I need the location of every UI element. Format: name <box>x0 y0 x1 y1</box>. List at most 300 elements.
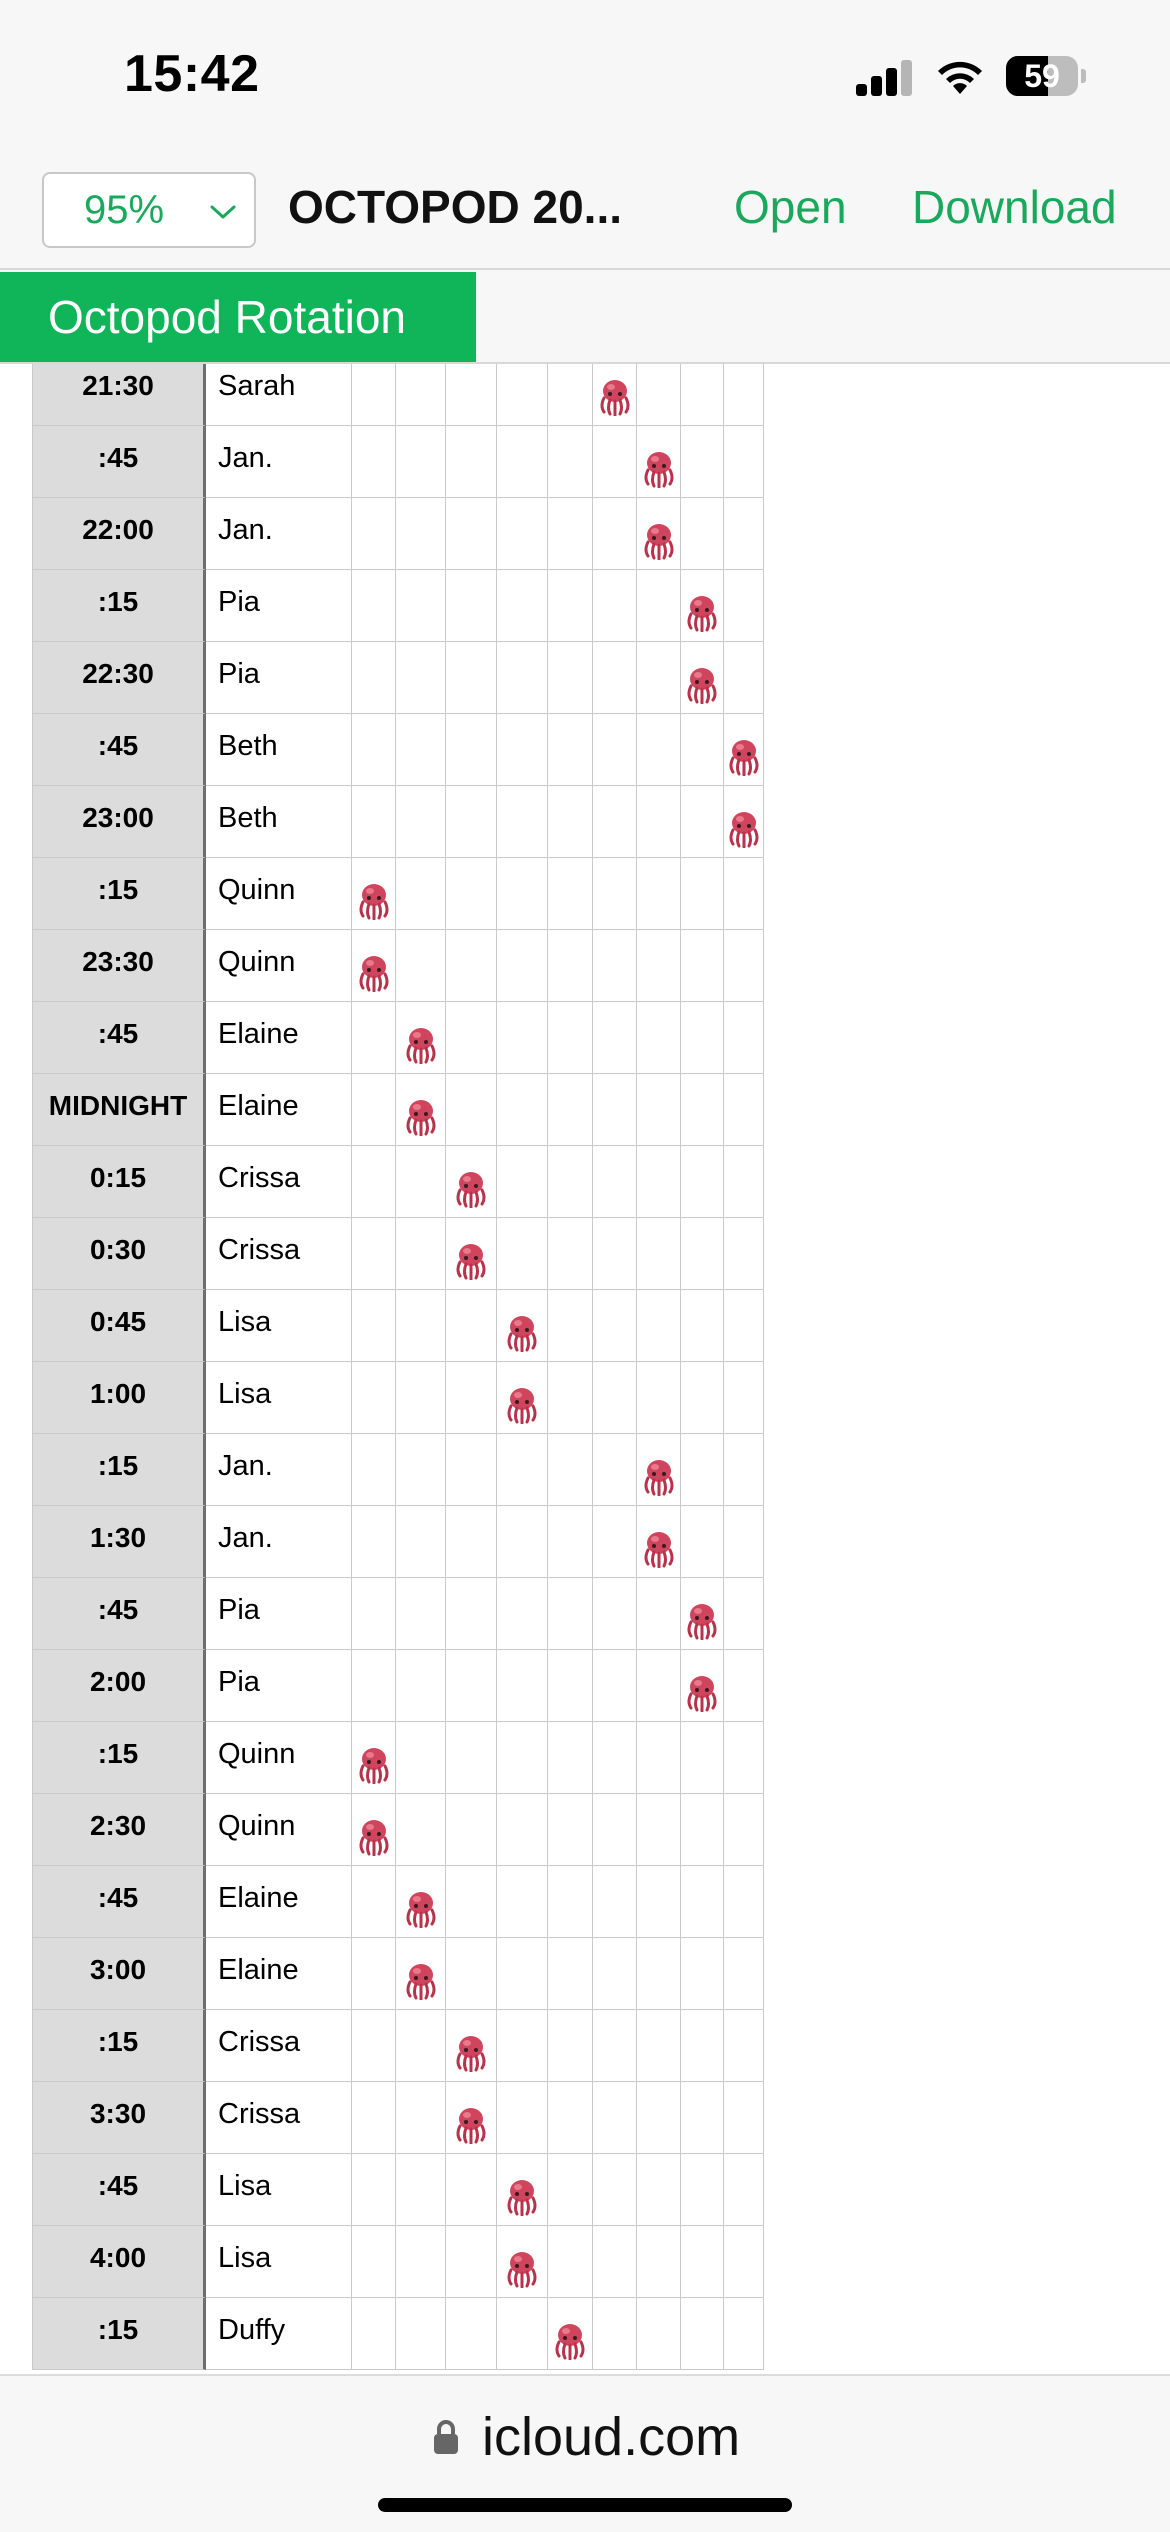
marker-cell[interactable] <box>446 1506 497 1578</box>
marker-cell[interactable] <box>724 1650 764 1722</box>
marker-cell[interactable] <box>637 930 681 1002</box>
time-cell[interactable]: 1:00 <box>32 1362 206 1434</box>
marker-cell[interactable] <box>446 1434 497 1506</box>
marker-cell[interactable] <box>548 1002 593 1074</box>
marker-cell[interactable] <box>593 364 637 426</box>
marker-cell[interactable] <box>446 1650 497 1722</box>
time-cell[interactable]: :45 <box>32 426 206 498</box>
marker-cell[interactable] <box>446 1002 497 1074</box>
time-cell[interactable]: 3:00 <box>32 1938 206 2010</box>
name-cell[interactable]: Jan. <box>206 498 352 570</box>
marker-cell[interactable] <box>637 1074 681 1146</box>
marker-cell[interactable] <box>352 2082 396 2154</box>
name-cell[interactable]: Pia <box>206 1578 352 1650</box>
marker-cell[interactable] <box>396 930 446 1002</box>
marker-cell[interactable] <box>497 426 548 498</box>
marker-cell[interactable] <box>396 2010 446 2082</box>
marker-cell[interactable] <box>548 364 593 426</box>
name-cell[interactable]: Crissa <box>206 2010 352 2082</box>
marker-cell[interactable] <box>446 2298 497 2370</box>
name-cell[interactable]: Elaine <box>206 1938 352 2010</box>
marker-cell[interactable] <box>724 498 764 570</box>
time-cell[interactable]: :45 <box>32 1578 206 1650</box>
marker-cell[interactable] <box>396 1578 446 1650</box>
marker-cell[interactable] <box>548 426 593 498</box>
marker-cell[interactable] <box>681 426 724 498</box>
time-cell[interactable]: 22:00 <box>32 498 206 570</box>
name-cell[interactable]: Pia <box>206 1650 352 1722</box>
marker-cell[interactable] <box>681 2010 724 2082</box>
marker-cell[interactable] <box>548 1506 593 1578</box>
marker-cell[interactable] <box>724 2010 764 2082</box>
marker-cell[interactable] <box>724 2082 764 2154</box>
spreadsheet-grid[interactable] <box>0 364 1170 2374</box>
marker-cell[interactable] <box>396 1506 446 1578</box>
marker-cell[interactable] <box>352 2154 396 2226</box>
time-cell[interactable]: :45 <box>32 1866 206 1938</box>
marker-cell[interactable] <box>681 1434 724 1506</box>
marker-cell[interactable] <box>352 1938 396 2010</box>
marker-cell[interactable] <box>593 930 637 1002</box>
marker-cell[interactable] <box>446 1146 497 1218</box>
marker-cell[interactable] <box>637 1794 681 1866</box>
marker-cell[interactable] <box>724 1290 764 1362</box>
marker-cell[interactable] <box>446 2226 497 2298</box>
marker-cell[interactable] <box>681 1002 724 1074</box>
marker-cell[interactable] <box>637 1290 681 1362</box>
marker-cell[interactable] <box>497 858 548 930</box>
name-cell[interactable]: Pia <box>206 570 352 642</box>
marker-cell[interactable] <box>593 858 637 930</box>
marker-cell[interactable] <box>396 2154 446 2226</box>
time-cell[interactable]: 23:30 <box>32 930 206 1002</box>
marker-cell[interactable] <box>396 426 446 498</box>
marker-cell[interactable] <box>681 2082 724 2154</box>
marker-cell[interactable] <box>497 1578 548 1650</box>
marker-cell[interactable] <box>637 714 681 786</box>
marker-cell[interactable] <box>548 2298 593 2370</box>
marker-cell[interactable] <box>593 1074 637 1146</box>
marker-cell[interactable] <box>497 786 548 858</box>
marker-cell[interactable] <box>724 2154 764 2226</box>
marker-cell[interactable] <box>352 858 396 930</box>
marker-cell[interactable] <box>497 1866 548 1938</box>
marker-cell[interactable] <box>637 498 681 570</box>
marker-cell[interactable] <box>637 2082 681 2154</box>
marker-cell[interactable] <box>681 642 724 714</box>
marker-cell[interactable] <box>352 2226 396 2298</box>
marker-cell[interactable] <box>637 1866 681 1938</box>
name-cell[interactable]: Jan. <box>206 1434 352 1506</box>
time-cell[interactable]: 2:00 <box>32 1650 206 1722</box>
marker-cell[interactable] <box>446 2082 497 2154</box>
marker-cell[interactable] <box>352 714 396 786</box>
marker-cell[interactable] <box>548 2154 593 2226</box>
marker-cell[interactable] <box>396 714 446 786</box>
time-cell[interactable]: 1:30 <box>32 1506 206 1578</box>
marker-cell[interactable] <box>446 364 497 426</box>
marker-cell[interactable] <box>446 930 497 1002</box>
marker-cell[interactable] <box>724 1434 764 1506</box>
marker-cell[interactable] <box>446 1938 497 2010</box>
marker-cell[interactable] <box>637 1218 681 1290</box>
marker-cell[interactable] <box>681 364 724 426</box>
marker-cell[interactable] <box>593 570 637 642</box>
marker-cell[interactable] <box>681 1362 724 1434</box>
marker-cell[interactable] <box>637 1362 681 1434</box>
marker-cell[interactable] <box>497 1722 548 1794</box>
marker-cell[interactable] <box>637 2226 681 2298</box>
marker-cell[interactable] <box>352 1218 396 1290</box>
marker-cell[interactable] <box>681 1218 724 1290</box>
marker-cell[interactable] <box>681 1146 724 1218</box>
marker-cell[interactable] <box>497 498 548 570</box>
marker-cell[interactable] <box>724 2226 764 2298</box>
marker-cell[interactable] <box>681 2226 724 2298</box>
name-cell[interactable]: Quinn <box>206 1722 352 1794</box>
name-cell[interactable]: Lisa <box>206 1290 352 1362</box>
marker-cell[interactable] <box>548 1794 593 1866</box>
marker-cell[interactable] <box>352 930 396 1002</box>
time-cell[interactable]: :15 <box>32 1434 206 1506</box>
marker-cell[interactable] <box>352 786 396 858</box>
name-cell[interactable]: Elaine <box>206 1002 352 1074</box>
marker-cell[interactable] <box>724 1506 764 1578</box>
marker-cell[interactable] <box>637 2298 681 2370</box>
download-button[interactable]: Download <box>912 181 1117 233</box>
time-cell[interactable]: 0:30 <box>32 1218 206 1290</box>
name-cell[interactable]: Beth <box>206 714 352 786</box>
marker-cell[interactable] <box>497 364 548 426</box>
marker-cell[interactable] <box>497 1002 548 1074</box>
marker-cell[interactable] <box>446 570 497 642</box>
name-cell[interactable]: Lisa <box>206 1362 352 1434</box>
time-cell[interactable]: :15 <box>32 2298 206 2370</box>
marker-cell[interactable] <box>548 1866 593 1938</box>
marker-cell[interactable] <box>548 930 593 1002</box>
marker-cell[interactable] <box>396 1362 446 1434</box>
time-cell[interactable]: 0:45 <box>32 1290 206 1362</box>
time-cell[interactable]: 3:30 <box>32 2082 206 2154</box>
marker-cell[interactable] <box>548 1290 593 1362</box>
marker-cell[interactable] <box>681 1794 724 1866</box>
marker-cell[interactable] <box>352 498 396 570</box>
time-cell[interactable]: :15 <box>32 570 206 642</box>
marker-cell[interactable] <box>637 1506 681 1578</box>
marker-cell[interactable] <box>593 1362 637 1434</box>
marker-cell[interactable] <box>548 2010 593 2082</box>
name-cell[interactable]: Pia <box>206 642 352 714</box>
marker-cell[interactable] <box>681 1938 724 2010</box>
marker-cell[interactable] <box>548 498 593 570</box>
time-cell[interactable]: 2:30 <box>32 1794 206 1866</box>
marker-cell[interactable] <box>548 2082 593 2154</box>
marker-cell[interactable] <box>724 570 764 642</box>
marker-cell[interactable] <box>681 2298 724 2370</box>
marker-cell[interactable] <box>497 2010 548 2082</box>
marker-cell[interactable] <box>593 2082 637 2154</box>
marker-cell[interactable] <box>352 1290 396 1362</box>
marker-cell[interactable] <box>593 2010 637 2082</box>
marker-cell[interactable] <box>681 714 724 786</box>
marker-cell[interactable] <box>497 1794 548 1866</box>
marker-cell[interactable] <box>637 570 681 642</box>
marker-cell[interactable] <box>548 1650 593 1722</box>
marker-cell[interactable] <box>637 1938 681 2010</box>
time-cell[interactable]: :45 <box>32 2154 206 2226</box>
marker-cell[interactable] <box>724 858 764 930</box>
marker-cell[interactable] <box>352 570 396 642</box>
marker-cell[interactable] <box>681 1290 724 1362</box>
marker-cell[interactable] <box>497 1146 548 1218</box>
marker-cell[interactable] <box>637 786 681 858</box>
marker-cell[interactable] <box>593 2154 637 2226</box>
time-cell[interactable]: :15 <box>32 858 206 930</box>
marker-cell[interactable] <box>352 1794 396 1866</box>
marker-cell[interactable] <box>396 1794 446 1866</box>
marker-cell[interactable] <box>681 930 724 1002</box>
marker-cell[interactable] <box>548 2226 593 2298</box>
name-cell[interactable]: Lisa <box>206 2226 352 2298</box>
marker-cell[interactable] <box>446 714 497 786</box>
marker-cell[interactable] <box>548 1362 593 1434</box>
marker-cell[interactable] <box>446 1218 497 1290</box>
marker-cell[interactable] <box>497 714 548 786</box>
marker-cell[interactable] <box>396 1938 446 2010</box>
marker-cell[interactable] <box>593 1506 637 1578</box>
marker-cell[interactable] <box>497 2226 548 2298</box>
time-cell[interactable]: 4:00 <box>32 2226 206 2298</box>
marker-cell[interactable] <box>497 1290 548 1362</box>
name-cell[interactable]: Crissa <box>206 1218 352 1290</box>
name-cell[interactable]: Sarah <box>206 364 352 426</box>
marker-cell[interactable] <box>724 2298 764 2370</box>
marker-cell[interactable] <box>593 2226 637 2298</box>
time-cell[interactable]: :15 <box>32 2010 206 2082</box>
marker-cell[interactable] <box>724 426 764 498</box>
marker-cell[interactable] <box>593 2298 637 2370</box>
time-cell[interactable]: 21:30 <box>32 364 206 426</box>
marker-cell[interactable] <box>446 1074 497 1146</box>
marker-cell[interactable] <box>637 2154 681 2226</box>
marker-cell[interactable] <box>593 1650 637 1722</box>
marker-cell[interactable] <box>396 498 446 570</box>
marker-cell[interactable] <box>396 786 446 858</box>
marker-cell[interactable] <box>352 1722 396 1794</box>
marker-cell[interactable] <box>724 930 764 1002</box>
time-cell[interactable]: 0:15 <box>32 1146 206 1218</box>
marker-cell[interactable] <box>681 1866 724 1938</box>
marker-cell[interactable] <box>497 570 548 642</box>
marker-cell[interactable] <box>724 1074 764 1146</box>
marker-cell[interactable] <box>681 786 724 858</box>
marker-cell[interactable] <box>637 1722 681 1794</box>
marker-cell[interactable] <box>446 1290 497 1362</box>
name-cell[interactable]: Crissa <box>206 2082 352 2154</box>
marker-cell[interactable] <box>497 1938 548 2010</box>
marker-cell[interactable] <box>396 1650 446 1722</box>
time-cell[interactable]: :45 <box>32 1002 206 1074</box>
marker-cell[interactable] <box>548 786 593 858</box>
time-cell[interactable]: 23:00 <box>32 786 206 858</box>
name-cell[interactable]: Duffy <box>206 2298 352 2370</box>
marker-cell[interactable] <box>396 858 446 930</box>
marker-cell[interactable] <box>593 1146 637 1218</box>
marker-cell[interactable] <box>352 1866 396 1938</box>
marker-cell[interactable] <box>681 1506 724 1578</box>
marker-cell[interactable] <box>352 1146 396 1218</box>
marker-cell[interactable] <box>446 858 497 930</box>
marker-cell[interactable] <box>446 1866 497 1938</box>
marker-cell[interactable] <box>446 642 497 714</box>
marker-cell[interactable] <box>446 1794 497 1866</box>
marker-cell[interactable] <box>637 1002 681 1074</box>
marker-cell[interactable] <box>352 1578 396 1650</box>
marker-cell[interactable] <box>396 1218 446 1290</box>
name-cell[interactable]: Elaine <box>206 1074 352 1146</box>
marker-cell[interactable] <box>396 1290 446 1362</box>
marker-cell[interactable] <box>548 642 593 714</box>
marker-cell[interactable] <box>396 570 446 642</box>
marker-cell[interactable] <box>593 1578 637 1650</box>
marker-cell[interactable] <box>548 1434 593 1506</box>
marker-cell[interactable] <box>681 1074 724 1146</box>
marker-cell[interactable] <box>724 1578 764 1650</box>
marker-cell[interactable] <box>724 1002 764 1074</box>
marker-cell[interactable] <box>497 642 548 714</box>
marker-cell[interactable] <box>724 714 764 786</box>
marker-cell[interactable] <box>352 1362 396 1434</box>
name-cell[interactable]: Lisa <box>206 2154 352 2226</box>
marker-cell[interactable] <box>396 2082 446 2154</box>
marker-cell[interactable] <box>497 1434 548 1506</box>
marker-cell[interactable] <box>497 2154 548 2226</box>
marker-cell[interactable] <box>724 1362 764 1434</box>
marker-cell[interactable] <box>637 642 681 714</box>
marker-cell[interactable] <box>446 2154 497 2226</box>
name-cell[interactable]: Quinn <box>206 858 352 930</box>
marker-cell[interactable] <box>724 364 764 426</box>
time-cell[interactable]: :45 <box>32 714 206 786</box>
marker-cell[interactable] <box>497 2082 548 2154</box>
marker-cell[interactable] <box>396 642 446 714</box>
marker-cell[interactable] <box>593 1434 637 1506</box>
marker-cell[interactable] <box>724 786 764 858</box>
marker-cell[interactable] <box>593 1938 637 2010</box>
marker-cell[interactable] <box>637 1146 681 1218</box>
marker-cell[interactable] <box>497 1506 548 1578</box>
marker-cell[interactable] <box>593 714 637 786</box>
marker-cell[interactable] <box>548 1218 593 1290</box>
zoom-select[interactable] <box>42 172 256 248</box>
marker-cell[interactable] <box>446 426 497 498</box>
marker-cell[interactable] <box>593 642 637 714</box>
marker-cell[interactable] <box>497 1074 548 1146</box>
marker-cell[interactable] <box>352 1506 396 1578</box>
time-cell[interactable]: :15 <box>32 1722 206 1794</box>
marker-cell[interactable] <box>396 1434 446 1506</box>
marker-cell[interactable] <box>681 2154 724 2226</box>
name-cell[interactable]: Elaine <box>206 1866 352 1938</box>
marker-cell[interactable] <box>497 2298 548 2370</box>
time-cell[interactable]: MIDNIGHT <box>32 1074 206 1146</box>
address-bar[interactable] <box>0 2374 1170 2532</box>
marker-cell[interactable] <box>637 1434 681 1506</box>
open-button[interactable]: Open <box>734 181 847 233</box>
marker-cell[interactable] <box>497 930 548 1002</box>
marker-cell[interactable] <box>548 858 593 930</box>
marker-cell[interactable] <box>637 364 681 426</box>
marker-cell[interactable] <box>593 498 637 570</box>
marker-cell[interactable] <box>724 1722 764 1794</box>
marker-cell[interactable] <box>352 1650 396 1722</box>
marker-cell[interactable] <box>352 2010 396 2082</box>
marker-cell[interactable] <box>548 1722 593 1794</box>
marker-cell[interactable] <box>593 1290 637 1362</box>
marker-cell[interactable] <box>548 1578 593 1650</box>
marker-cell[interactable] <box>548 1146 593 1218</box>
marker-cell[interactable] <box>637 858 681 930</box>
marker-cell[interactable] <box>446 1578 497 1650</box>
marker-cell[interactable] <box>396 1002 446 1074</box>
marker-cell[interactable] <box>548 570 593 642</box>
marker-cell[interactable] <box>396 1866 446 1938</box>
marker-cell[interactable] <box>593 786 637 858</box>
marker-cell[interactable] <box>637 1650 681 1722</box>
marker-cell[interactable] <box>593 426 637 498</box>
marker-cell[interactable] <box>548 1938 593 2010</box>
marker-cell[interactable] <box>681 1650 724 1722</box>
marker-cell[interactable] <box>396 2298 446 2370</box>
name-cell[interactable]: Jan. <box>206 1506 352 1578</box>
marker-cell[interactable] <box>446 786 497 858</box>
marker-cell[interactable] <box>593 1794 637 1866</box>
marker-cell[interactable] <box>352 1074 396 1146</box>
marker-cell[interactable] <box>593 1002 637 1074</box>
marker-cell[interactable] <box>396 364 446 426</box>
name-cell[interactable]: Quinn <box>206 930 352 1002</box>
marker-cell[interactable] <box>352 642 396 714</box>
marker-cell[interactable] <box>724 642 764 714</box>
marker-cell[interactable] <box>446 1362 497 1434</box>
tab-octopod-rotation[interactable]: Octopod Rotation <box>0 272 476 362</box>
marker-cell[interactable] <box>724 1794 764 1866</box>
marker-cell[interactable] <box>681 858 724 930</box>
name-cell[interactable]: Beth <box>206 786 352 858</box>
marker-cell[interactable] <box>396 2226 446 2298</box>
name-cell[interactable]: Jan. <box>206 426 352 498</box>
marker-cell[interactable] <box>446 498 497 570</box>
marker-cell[interactable] <box>446 2010 497 2082</box>
marker-cell[interactable] <box>637 426 681 498</box>
marker-cell[interactable] <box>396 1722 446 1794</box>
marker-cell[interactable] <box>396 1146 446 1218</box>
marker-cell[interactable] <box>681 498 724 570</box>
marker-cell[interactable] <box>446 1722 497 1794</box>
marker-cell[interactable] <box>497 1650 548 1722</box>
marker-cell[interactable] <box>352 426 396 498</box>
marker-cell[interactable] <box>497 1218 548 1290</box>
marker-cell[interactable] <box>593 1218 637 1290</box>
marker-cell[interactable] <box>681 570 724 642</box>
marker-cell[interactable] <box>637 1578 681 1650</box>
marker-cell[interactable] <box>548 1074 593 1146</box>
marker-cell[interactable] <box>548 714 593 786</box>
marker-cell[interactable] <box>396 1074 446 1146</box>
time-cell[interactable]: 22:30 <box>32 642 206 714</box>
marker-cell[interactable] <box>724 1218 764 1290</box>
name-cell[interactable]: Crissa <box>206 1146 352 1218</box>
